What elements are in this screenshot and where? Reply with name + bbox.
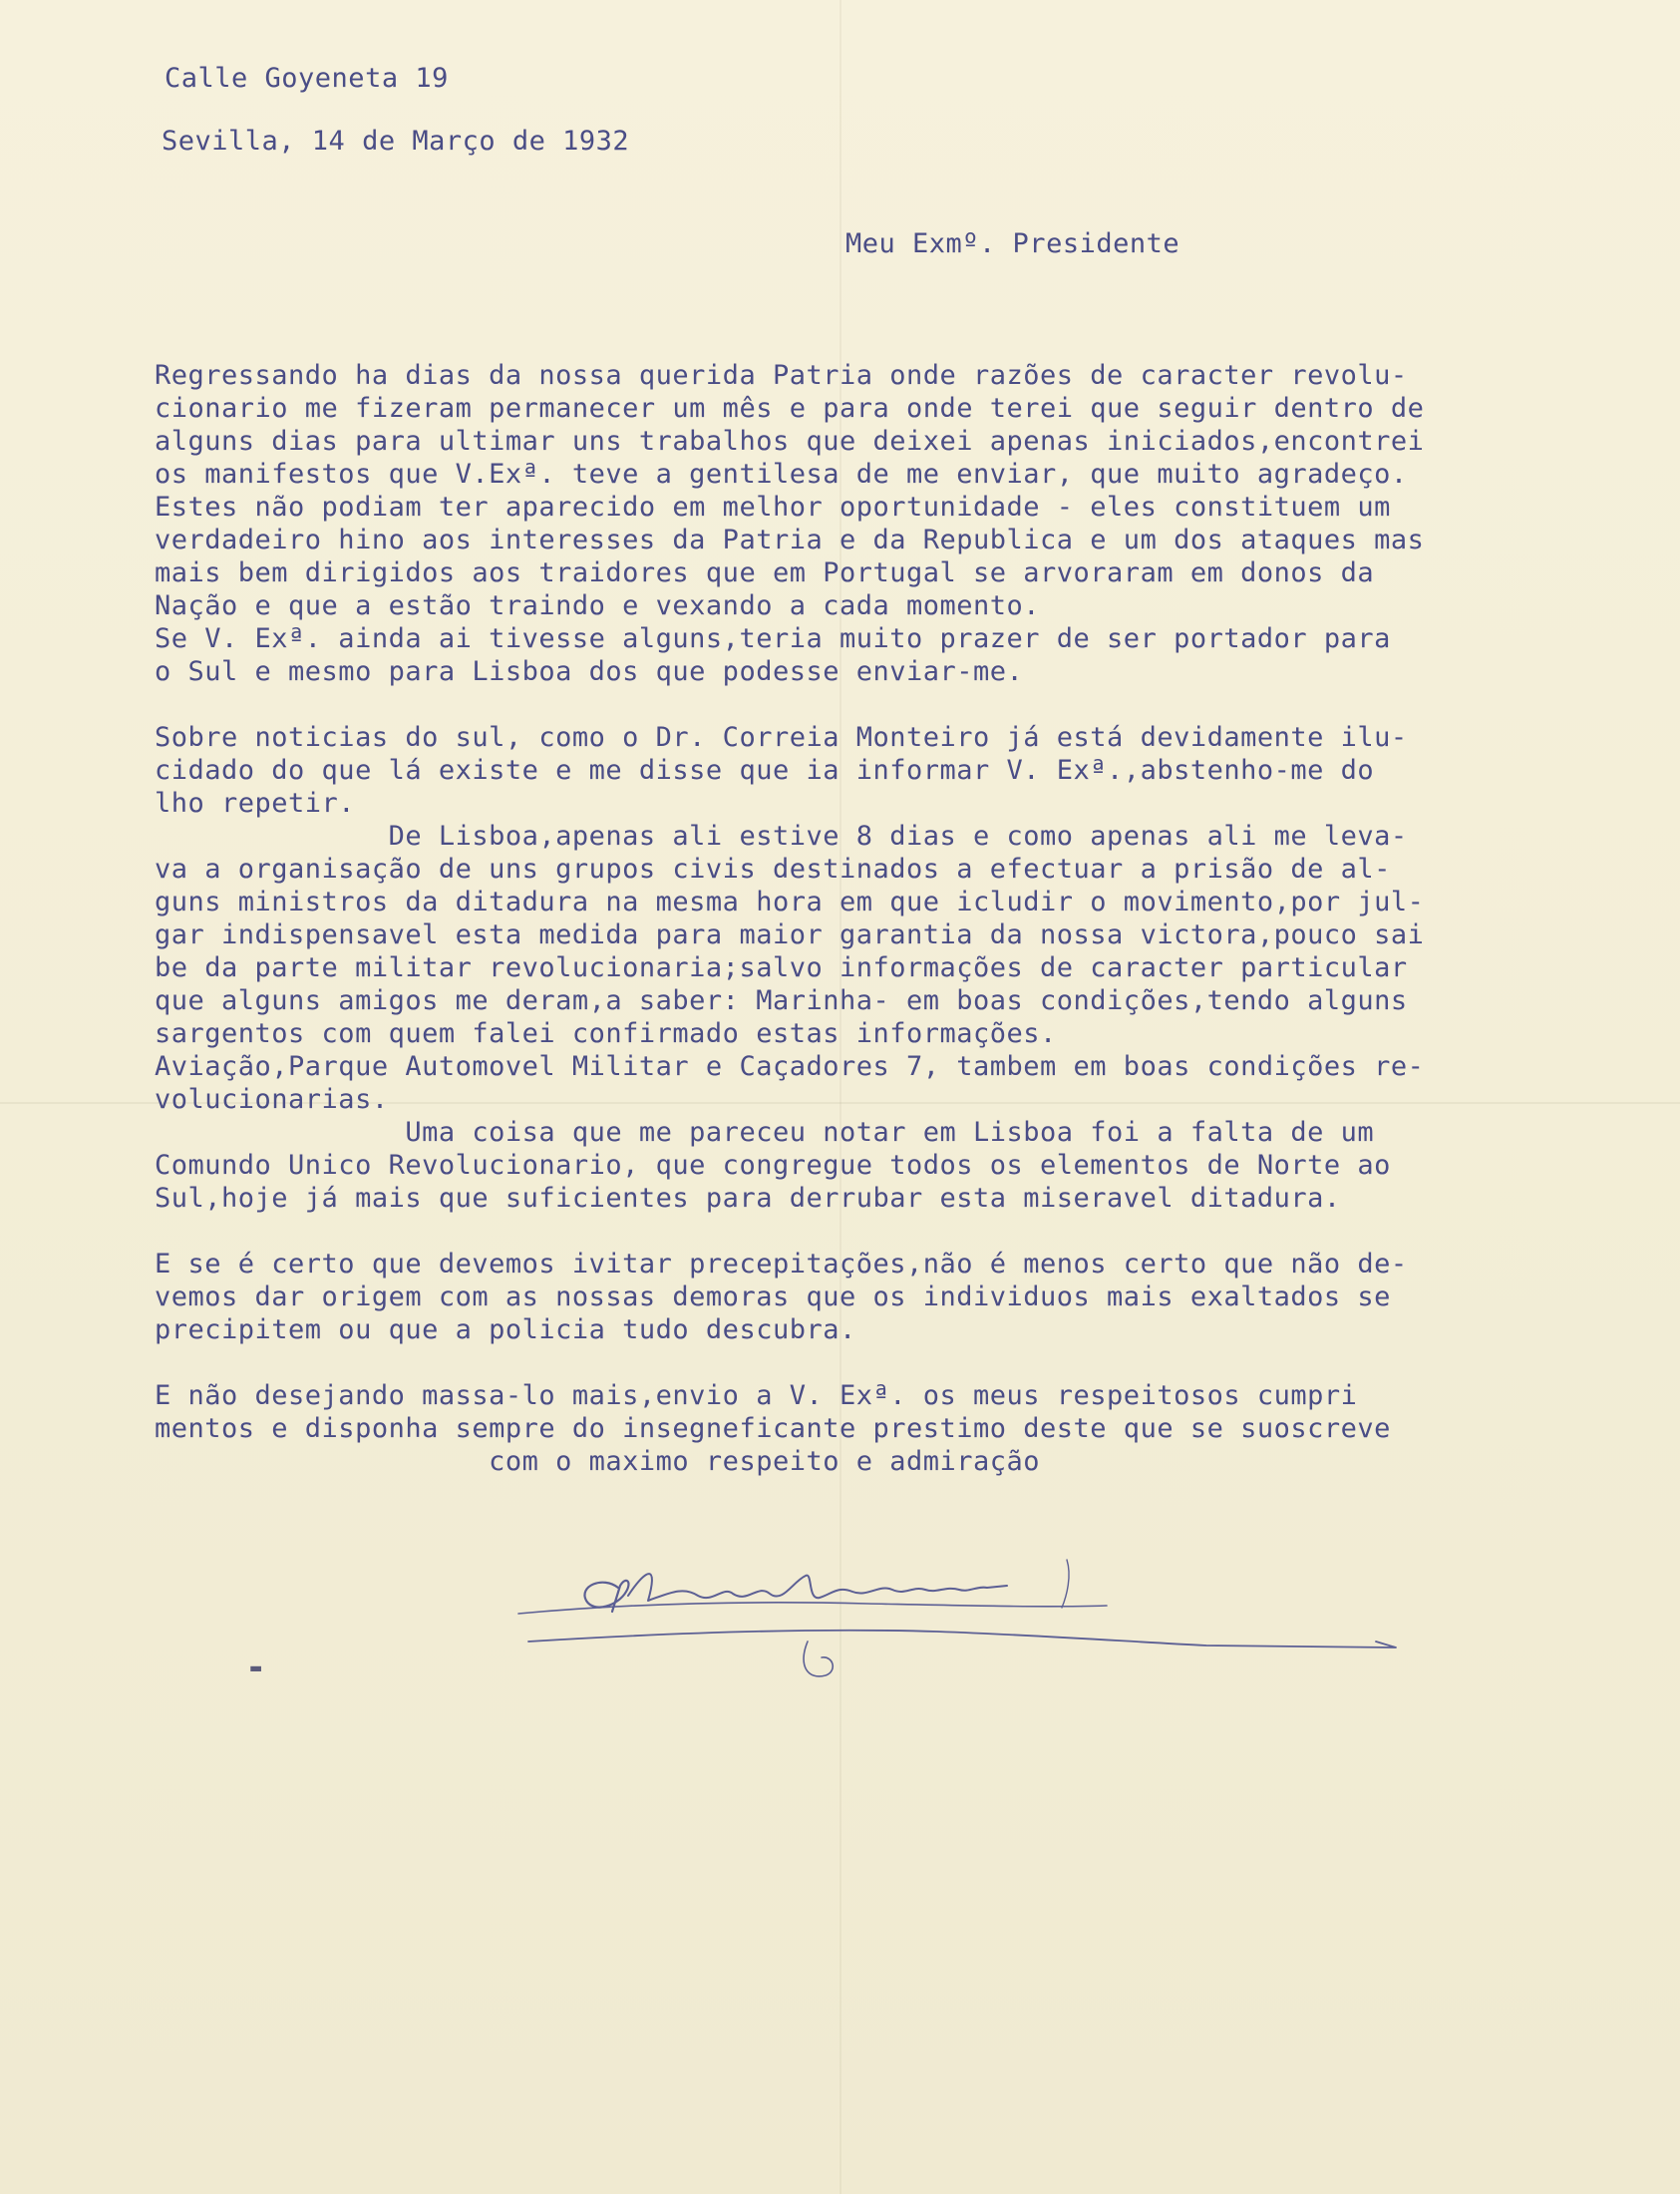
body-line: Sobre noticias do sul, como o Dr. Correia Monteiro já está devidamente ilu- bbox=[155, 722, 1408, 753]
sender-address: Calle Goyeneta 19 bbox=[165, 63, 449, 94]
body-line: E se é certo que devemos ivitar precepitações,não é menos certo que não de- bbox=[155, 1249, 1408, 1280]
body-line: Sul,hoje já mais que suficientes para derrubar esta miseravel ditadura. bbox=[155, 1183, 1341, 1214]
body-line: que alguns amigos me deram,a saber: Marinha- em boas condições,tendo alguns bbox=[155, 985, 1408, 1016]
body-line: gar indispensavel esta medida para maior garantia da nossa victora,pouco sai bbox=[155, 919, 1425, 950]
body-line: cidado do que lá existe e me disse que ia informar V. Exª.,abstenho-me do bbox=[155, 755, 1375, 786]
body-line: De Lisboa,apenas ali estive 8 dias e como apenas ali me leva- bbox=[155, 821, 1408, 852]
body-line: Estes não podiam ter aparecido em melhor oportunidade - eles constituem um bbox=[155, 492, 1391, 523]
body-line: guns ministros da ditadura na mesma hora em que icludir o movimento,por jul- bbox=[155, 887, 1425, 917]
body-line: Nação e que a estão traindo e vexando a cada momento. bbox=[155, 590, 1041, 621]
body-line: com o maximo respeito e admiração bbox=[155, 1446, 1041, 1477]
place-date: Sevilla, 14 de Março de 1932 bbox=[162, 126, 630, 157]
body-line: Aviação,Parque Automovel Militar e Caçadores 7, tambem em boas condições re- bbox=[155, 1051, 1425, 1082]
signature bbox=[508, 1546, 1426, 1705]
ink-smudge: ▬ bbox=[249, 1660, 263, 1676]
body-line: Uma coisa que me pareceu notar em Lisboa foi a falta de um bbox=[155, 1117, 1375, 1148]
body-line: be da parte militar revolucionaria;salvo informações de caracter particular bbox=[155, 952, 1408, 983]
body-line: volucionarias. bbox=[155, 1084, 389, 1115]
salutation: Meu Exmº. Presidente bbox=[845, 228, 1180, 259]
body-line: E não desejando massa-lo mais,envio a V. Exª. os meus respeitosos cumpri bbox=[155, 1380, 1358, 1411]
body-line: Comundo Unico Revolucionario, que congregue todos os elementos de Norte ao bbox=[155, 1150, 1391, 1181]
body-line: verdadeiro hino aos interesses da Patria e da Republica e um dos ataques mas bbox=[155, 525, 1425, 555]
body-line: precipitem ou que a policia tudo descubra. bbox=[155, 1314, 856, 1345]
body-line: cionario me fizeram permanecer um mês e para onde terei que seguir dentro de bbox=[155, 393, 1425, 424]
body-line: sargentos com quem falei confirmado estas informações. bbox=[155, 1018, 1057, 1049]
body-line: o Sul e mesmo para Lisboa dos que podesse enviar-me. bbox=[155, 656, 1024, 687]
body-line: alguns dias para ultimar uns trabalhos que deixei apenas iniciados,encontrei bbox=[155, 426, 1425, 457]
letter-body bbox=[155, 359, 1424, 1478]
body-line: vemos dar origem com as nossas demoras que os individuos mais exaltados se bbox=[155, 1281, 1391, 1312]
body-line: va a organisação de uns grupos civis destinados a efectuar a prisão de al- bbox=[155, 854, 1391, 885]
body-line: Se V. Exª. ainda ai tivesse alguns,teria muito prazer de ser portador para bbox=[155, 623, 1391, 654]
body-line bbox=[155, 1346, 1424, 1379]
body-line: mais bem dirigidos aos traidores que em Portugal se arvoraram em donos da bbox=[155, 557, 1375, 588]
body-line: Regressando ha dias da nossa querida Patria onde razões de caracter revolu- bbox=[155, 360, 1408, 391]
body-line bbox=[155, 1215, 1424, 1248]
body-line: lho repetir. bbox=[155, 788, 356, 819]
body-line: mentos e disponha sempre do insegneficante prestimo deste que se suoscreve bbox=[155, 1413, 1391, 1444]
body-line bbox=[155, 688, 1424, 721]
body-line: os manifestos que V.Exª. teve a gentilesa de me enviar, que muito agradeço. bbox=[155, 459, 1408, 490]
